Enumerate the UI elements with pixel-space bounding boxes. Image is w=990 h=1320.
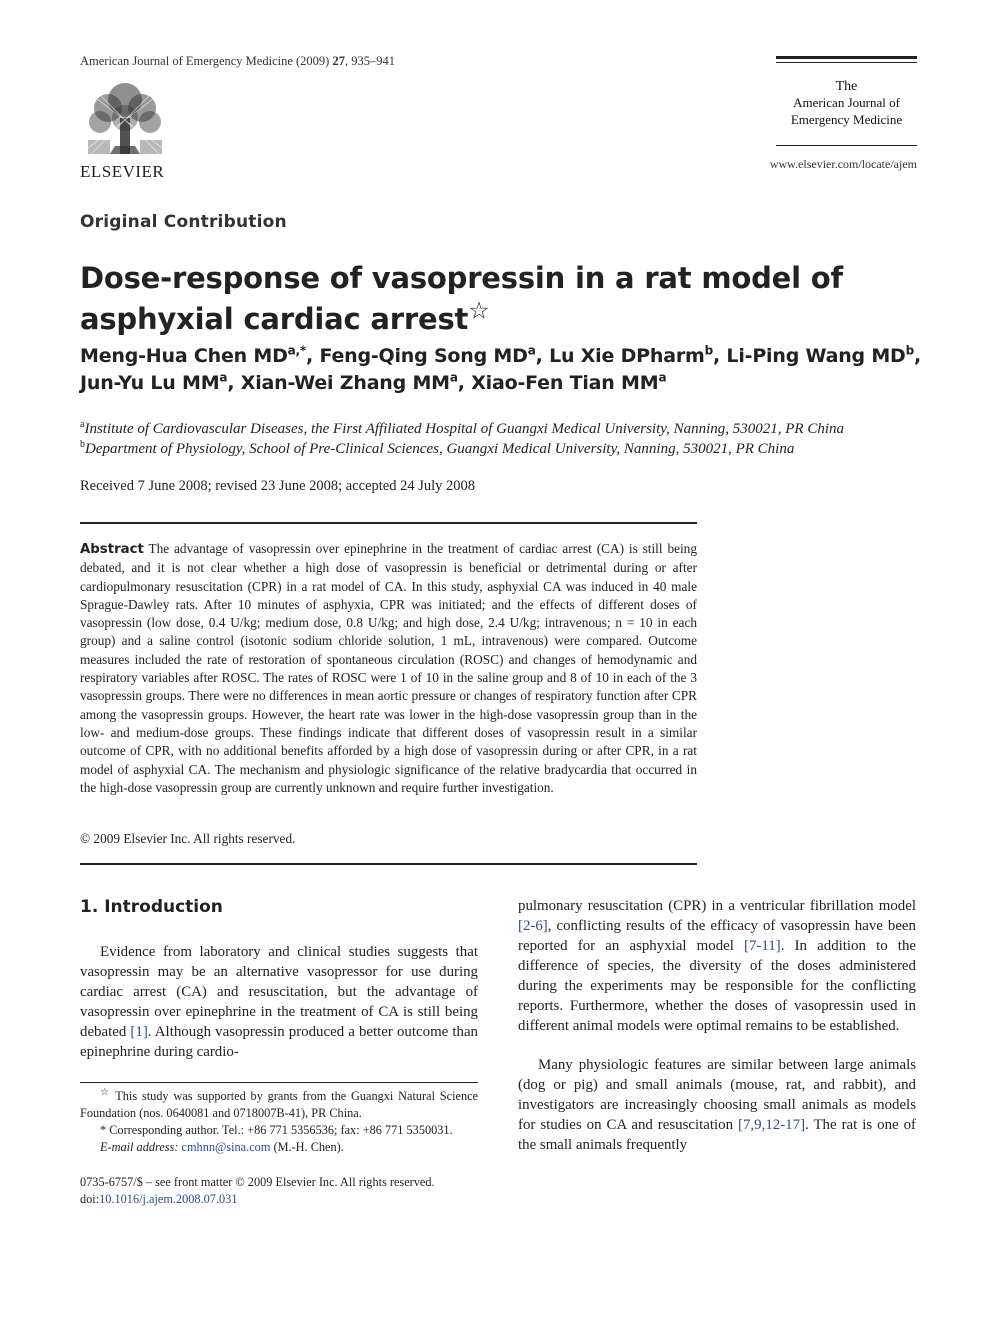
title-text: Dose-response of vasopressin in a rat model of asphyxial cardiac arrest xyxy=(80,261,843,336)
citation-journal: American Journal of Emergency Medicine (2009) xyxy=(80,54,330,68)
author-name: Xian-Wei Zhang MM xyxy=(240,372,450,394)
affiliation-text: Institute of Cardiovascular Diseases, the First Affiliated Hospital of Guangxi Medical University, Nanning, 530021, PR China xyxy=(84,421,844,437)
email-label: E-mail address: xyxy=(100,1140,179,1154)
publisher-name: ELSEVIER xyxy=(80,162,165,181)
journal-url[interactable]: www.elsevier.com/locate/ajem xyxy=(769,157,917,171)
reference-link[interactable]: [2-6] xyxy=(518,918,548,934)
author-affiliation-mark[interactable]: a xyxy=(219,370,228,385)
front-matter xyxy=(80,1174,478,1208)
citation-pages: , 935–941 xyxy=(344,54,395,68)
journal-rule xyxy=(776,56,917,59)
author-name: Xiao-Fen Tian MM xyxy=(471,372,659,394)
paragraph-text: pulmonary resuscitation (CPR) in a ventricular fibrillation model xyxy=(518,898,916,914)
author-affiliation-mark[interactable]: a,* xyxy=(287,343,306,358)
received-dates: Received 7 June 2008; revised 23 June 2008; accepted 24 July 2008 xyxy=(80,478,476,494)
paragraph-text: . The rat is one of the small animals frequently xyxy=(518,1117,916,1153)
affiliation-text: Department of Physiology, School of Pre-Clinical Sciences, Guangxi Medical University, Nanning, 530021, PR China xyxy=(85,441,795,457)
paragraph-text: . Although vasopressin produced a better outcome than epinephrine during cardio- xyxy=(80,1024,479,1060)
paragraph-text: Evidence from laboratory and clinical studies suggests that vasopressin may be an alternative vasopressor for use during cardiac arrest (CA) and resuscitation, but the advantage of vasopressin over epinephrine in the treatment of CA is still being debated xyxy=(80,944,478,1040)
journal-citation xyxy=(80,54,395,69)
author-affiliation-mark[interactable]: a xyxy=(658,370,667,385)
journal-logo-the: The xyxy=(835,79,858,94)
doi-line xyxy=(80,1191,478,1208)
reference-link[interactable]: [7,9,12-17] xyxy=(738,1117,806,1133)
footnote-asterisk: * xyxy=(100,1123,107,1137)
author-list: Meng-Hua Chen $MD^{a,*}$, Feng-Qing Song $MD^a$, Lu Xie DPharm$^b$, Li-Ping Wang $MD^b$, Jun-Yu Lu $MM^a$, Xian-Wei Zhang $MM^a$, Xiao-Fen Tian $MM^a$ xyxy=(80,343,922,394)
author-name: Lu Xie DPharm xyxy=(549,345,705,367)
article-title xyxy=(80,258,920,340)
email-suffix: (M.-H. Chen). xyxy=(273,1140,344,1154)
email-link[interactable]: cmhnn@sina.com xyxy=(181,1140,271,1154)
footnotes xyxy=(80,1088,478,1156)
journal-logo-line1: American Journal of xyxy=(793,95,900,110)
body-paragraph xyxy=(518,896,916,1036)
abstract-text: The advantage of vasopressin over epinephrine in the treatment of cardiac arrest (CA) is still being debated, and it is not clear whether a high dose of vasopressin is beneficial or detrimental during or after cardiopulmonary resuscitation (CPR) in a rat model of CA. In this study, asphyxial CA was induced in 40 male Sprague-Dawley rats. After 10 minutes of asphyxia, CPR was initiated; and the effects of different doses of vasopressin (low dose, 0.4 U/kg; medium dose, 0.8 U/kg; and high dose, 2.4 U/kg; intravenous; n = 10 in each group) and a saline control (isotonic sodium chloride solution, 1 mL, intravenous) were compared. Outcome measures included the rate of restoration of spontaneous circulation (ROSC) and changes of hemodynamic and respiratory variables after ROSC. The rates of ROSC were 1 of 10 in the saline group and 8 of 10 in each of the 3 vasopressin groups. There were no differences in mean aortic pressure or changes of respiratory function after CPR among the vasopressin groups. However, the heart rate was lower in the high-dose vasopressin group than in the low- and medium-dose groups. These findings indicate that different doses of vasopressin result in a similar outcome of CPR, with no additional benefits afforded by a high dose of vasopressin during or after CPR, in a rat model of asphyxial CA. The mechanism and physiologic significance of the relative bradycardia that occurred in the high-dose vasopressin group are currently unknown and require further investigation. xyxy=(80,541,697,795)
footnote-corresponding xyxy=(80,1122,478,1139)
body-paragraph xyxy=(518,1055,916,1155)
abstract-label: Abstract xyxy=(80,542,144,557)
doi-link[interactable]: 10.1016/j.ajem.2008.07.031 xyxy=(99,1192,238,1206)
footnote-funding xyxy=(80,1088,478,1122)
abstract xyxy=(80,540,697,797)
footnote-text: Corresponding author. Tel.: +86 771 5356536; fax: +86 771 5350031. xyxy=(109,1123,453,1137)
journal-rule xyxy=(776,62,917,63)
abstract-copyright: © 2009 Elsevier Inc. All rights reserved. xyxy=(80,831,296,846)
author-affiliation-mark[interactable]: b xyxy=(905,343,915,358)
author-name: Jun-Yu Lu MM xyxy=(80,372,220,394)
author-name: Feng-Qing Song MD xyxy=(319,345,528,367)
abstract-top-rule xyxy=(80,522,697,524)
journal-rule xyxy=(776,145,917,146)
elsevier-tree-logo xyxy=(80,80,170,160)
journal-logo-line2: Emergency Medicine xyxy=(790,112,903,127)
footnote-rule xyxy=(80,1082,478,1083)
affiliation-a xyxy=(80,421,925,438)
author-name: Li-Ping Wang MD xyxy=(726,345,906,367)
author-name: Meng-Hua Chen MD xyxy=(80,345,288,367)
footnote-text: This study was supported by grants from the Guangxi Natural Science Foundation (nos. 0640081 and 0718007B-41), PR China. xyxy=(80,1089,479,1120)
affiliation-b xyxy=(80,441,925,458)
section-label: Original Contribution xyxy=(80,212,287,232)
issn-line: 0735-6757/$ – see front matter © 2009 Elsevier Inc. All rights reserved. xyxy=(80,1175,435,1189)
reference-link[interactable]: [1] xyxy=(130,1024,148,1040)
author-affiliation-mark[interactable]: b xyxy=(704,343,713,358)
doi-label: doi: xyxy=(80,1192,100,1206)
affiliation-mark: b xyxy=(80,439,85,450)
title-footnote-star-icon[interactable]: ☆ xyxy=(468,296,490,325)
paragraph-text: . In addition to the difference of species, the diversity of the doses administered during the experiments may be responsible for the conflicting reports. Furthermore, whether the doses of vasopressin used in different animal models were optimal remains to be established. xyxy=(518,938,916,1034)
author-affiliation-mark[interactable]: a xyxy=(449,370,458,385)
abstract-bottom-rule xyxy=(80,863,697,865)
paragraph-text: Many physiologic features are similar between large animals (dog or pig) and small animals (mouse, rat, and rabbit), and investigators are increasingly choosing small animals as models for studies on CA and resuscitation xyxy=(518,1057,916,1133)
paragraph-text: , conflicting results of the efficacy of vasopressin have been reported for an asphyxial model xyxy=(518,918,916,954)
author-affiliation-mark[interactable]: a xyxy=(527,343,536,358)
footnote-email xyxy=(80,1139,478,1156)
section-heading-introduction: 1. Introduction xyxy=(80,897,223,917)
affiliation-mark: a xyxy=(80,419,85,430)
footnote-star-icon: ☆ xyxy=(100,1086,111,1098)
reference-link[interactable]: [7-11] xyxy=(744,938,781,954)
citation-volume: 27 xyxy=(332,54,345,68)
body-paragraph xyxy=(80,942,478,1062)
